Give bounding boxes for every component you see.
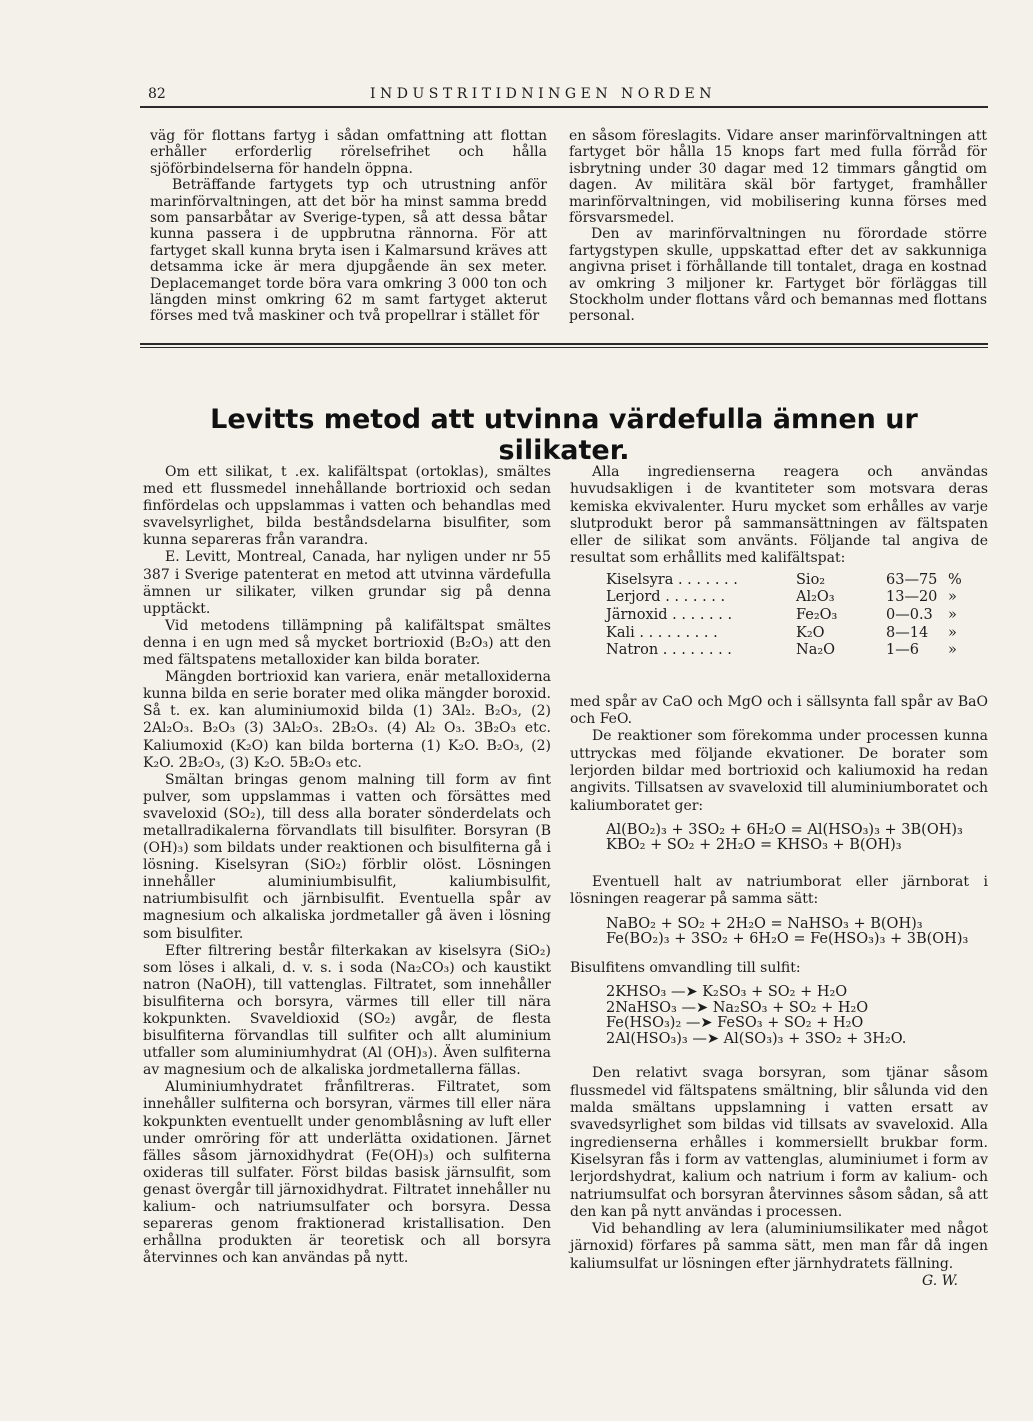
component-range: 63—75 (886, 571, 938, 588)
article-paragraph: Smältan bringas genom malning till form av fint pulver, som uppslammas i vatten och försättes med svaveloxid (SO₂), till dess alla borater sönderdelats och metallradikalerna förvandlats till bisulfiter. Borsyran (B (OH)₃) som bildats under reaktionen och bisulfiterna gå i lösning. Kiselsyran (SiO₂) förblir olöst. Lösningen innehåller aluminiumbisulfit, kaliumbisulfit, natriumbisulfit och järnbisulfit. Eventuella spår av magnesium och alkaliska jordmetaller gå även i lösning som bisulfiter. (143, 771, 551, 942)
equation-block (606, 917, 988, 948)
equation: 2NaHSO₃ —➤ Na₂SO₃ + SO₂ + H₂O (606, 999, 869, 1016)
top-left-column (150, 128, 547, 325)
top-left-paragraph: Beträffande fartygets typ och utrustning anför marinförvaltningen, att det bör ha minst samma bredd som pansarbåtar av Sverige-typen, så att dessa båtar kunna passera i de uppbrutna rännorna. För att fartyget skall kunna bryta isen i Kalmarsund kräves att detsamma icke är mera djupgående än sex meter. Deplacemanget torde böra vara omkring 3 000 ton och längden minst omkring 62 m samt fartyget akterut förses med två maskiner och två propellrar i stället för (150, 177, 547, 325)
running-header: INDUSTRITIDNINGEN NORDEN (370, 86, 716, 102)
yield-table (606, 572, 962, 660)
component-name: Lerjord . . . . . . . (606, 589, 726, 606)
article-title: Levitts metod att utvinna värdefulla ämnen ur silikater. (210, 404, 918, 466)
component-formula: Na₂O (796, 642, 836, 659)
equation: KBO₂ + SO₂ + 2H₂O = KHSO₃ + B(OH)₃ (606, 837, 902, 854)
component-range: 13—20 (886, 589, 938, 606)
equation-block (606, 823, 988, 854)
equation-block (606, 985, 988, 1047)
top-right-paragraph: en såsom föreslagits. Vidare anser marinförvaltningen att fartyget bör hålla 15 knops fart med fulla förråd för isbrytning under 30 dagar med 12 timmars gångtid om dagen. Av militära skäl bör fartyget, framhåller marinförvaltningen, vid mobilisering kunna förses med försvarsmedel. (569, 128, 987, 227)
component-unit: » (948, 624, 957, 641)
page-number: 82 (148, 86, 166, 102)
component-formula: Fe₂O₃ (796, 606, 838, 623)
component-name: Järnoxid . . . . . . . (606, 606, 733, 623)
table-row (606, 589, 962, 607)
author-signature: G. W. (922, 1273, 958, 1290)
article-right-column (570, 464, 988, 1290)
article-paragraph: Om ett silikat, t .ex. kalifältspat (ortoklas), smältes med ett flussmedel innehållande bortrioxid och sedan finfördelas och uppslammas i vatten och behandlas med svavelsyrlighet, bilda beståndsdelarna bisulfiter, som kunna separeras från varandra. (143, 464, 551, 549)
article-left-column (143, 464, 551, 1267)
table-row (606, 625, 962, 643)
equation-heading: Bisulfitens omvandling till sulfit: (570, 959, 801, 976)
component-unit: » (948, 589, 957, 606)
component-formula: K₂O (796, 624, 825, 641)
component-unit: » (948, 642, 957, 659)
article-paragraph: E. Levitt, Montreal, Canada, har nyligen under nr 55 387 i Sverige patenterat en metod att utvinna värdefulla ämnen ur silikater, vilken grundar sig på denna upptäckt. (143, 549, 551, 617)
component-range: 8—14 (886, 624, 929, 641)
section-divider (140, 343, 988, 348)
article-paragraph: Den relativt svaga borsyran, som tjänar såsom flussmedel vid fältspatens smältning, blir sålunda vid den malda smältans uppslamning i vatten ersatt av svavedsyrlighet som bildas vid tillsats av svaveloxid. Alla ingredienserna erhålles i kommersiellt brukbar form. Kiselsyran fås i form av vattenglas, aluminiumet i form av lerjordshydrat, kalium och natrium i form av kalium- och natriumsulfat och borsyran återvinnes såsom sådan, så att den kan på nytt användas i processen. (570, 1065, 988, 1220)
equation: Al(BO₂)₃ + 3SO₂ + 6H₂O = Al(HSO₃)₃ + 3B(OH)₃ (606, 821, 963, 838)
table-row (606, 607, 962, 625)
article-paragraph: Mängden bortrioxid kan variera, enär metalloxiderna kunna bilda en serie borater med olika mängder boroxid. Så t. ex. kan aluminiumoxid bilda (1) 3Al₂. B₂O₃, (2) 2Al₂O₃. B₂O₃ (3) 3Al₂O₃. 2B₂O₃. (4) Al₂ O₃. 3B₂O₃ etc. Kaliumoxid (K₂O) kan bilda borterna (1) K₂O. B₂O₃, (2) K₂O. 2B₂O₃, (3) K₂O. 5B₂O₃ etc. (143, 669, 551, 771)
article-paragraph: Aluminiumhydratet frånfiltreras. Filtratet, som innehåller sulfiterna och borsyran, värmes till eller nära kokpunkten eventuellt under genomblåsning av luft eller under omröring för att underlätta oxidationen. Järnet fälles såsom järnoxidhydrat (Fe(OH)₃) och sulfiterna oxideras till sulfater. Först bildas basisk järnsulfit, som genast övergår till järnoxidhydrat. Filtratet innehåller nu kalium- och natriumsulfater och borsyra. Dessa separeras genom fraktionerad kristallisation. Den erhållna produkten är teoretisk och all borsyra återvinnes och kan användas på nytt. (143, 1079, 551, 1267)
article-paragraph: De reaktioner som förekomma under processen kunna uttryckas med följande ekvationer. De borater som lerjorden bildar med bortrioxid och kaliumoxid ha redan angivits. Tillsatsen av svaveloxid till aluminiumboratet och kaliumboratet ger: (570, 728, 988, 814)
equation: Fe(BO₂)₃ + 3SO₂ + 6H₂O = Fe(HSO₃)₃ + 3B(OH)₃ (606, 931, 969, 948)
component-name: Natron . . . . . . . . (606, 642, 732, 659)
component-range: 0—0.3 (886, 606, 933, 623)
top-right-column (569, 128, 987, 325)
equation: 2Al(HSO₃)₃ —➤ Al(SO₃)₃ + 3SO₂ + 3H₂O. (606, 1030, 907, 1047)
component-unit: » (948, 606, 957, 623)
component-name: Kali . . . . . . . . . (606, 624, 718, 641)
table-row (606, 572, 962, 590)
equation: Fe(HSO₃)₂ —➤ FeSO₃ + SO₂ + H₂O (606, 1015, 864, 1032)
table-row (606, 642, 962, 660)
header-rule (140, 106, 988, 108)
top-right-paragraph: Den av marinförvaltningen nu förordade större fartygstypen skulle, uppskattad efter det av sakkunniga angivna priset i förhållande till tontalet, draga en kostnad av omkring 3 miljoner kr. Fartyget bör förläggas till Stockholm under flottans vård och bemannas med flottans personal. (569, 226, 987, 325)
article-paragraph: Efter filtrering består filterkakan av kiselsyra (SiO₂) som löses i alkali, d. v. s. i soda (Na₂CO₃) och kaustikt natron (NaOH), till vattenglas. Filtratet, som innehåller bisulfiterna och borsyra, värmes till eller till nära kokpunkten. Svaveldioxid (SO₂) avgår, de flesta bisulfiterna förvandlas till sulfiter och allt aluminium utfaller som aluminiumhydrat (Al (OH)₃). Även sulfiterna av magnesium och de alkaliska jordmetallerna fällas. (143, 942, 551, 1079)
equation: NaBO₂ + SO₂ + 2H₂O = NaHSO₃ + B(OH)₃ (606, 915, 923, 932)
component-formula: Al₂O₃ (796, 589, 835, 606)
article-paragraph: Eventuell halt av natriumborat eller järnborat i lösningen reagerar på samma sätt: (570, 874, 988, 908)
component-range: 1—6 (886, 642, 919, 659)
article-paragraph: Vid behandling av lera (aluminiumsilikater med något järnoxid) förfares på samma sätt, men man får då ingen kaliumsulfat ur lösningen efter järnhydratets fällning. (570, 1221, 988, 1272)
component-formula: Sio₂ (796, 571, 826, 588)
article-paragraph: med spår av CaO och MgO och i sällsynta fall spår av BaO och FeO. (570, 693, 988, 728)
article-paragraph: Vid metodens tillämpning på kalifältspat smältes denna i en ugn med så mycket bortrioxid (B₂O₃) att den med fältspatens metalloxider kan bilda borater. (143, 617, 551, 669)
article-paragraph: Alla ingredienserna reagera och användas huvudsakligen i de kvantiteter som motsvara deras kemiska ekvivalenter. Huru mycket som erhålles av varje slutprodukt beror på sammansättningen av fältspaten eller de silikat som använts. Följande tal angiva de resultat som erhållits med kalifältspat: (570, 464, 988, 567)
component-unit: % (948, 571, 962, 588)
top-left-paragraph: väg för flottans fartyg i sådan omfattning att flottan erhåller erforderlig rörelsefrihet och hålla sjöförbindelserna för handeln öppna. (150, 128, 547, 177)
equation: 2KHSO₃ —➤ K₂SO₃ + SO₂ + H₂O (606, 984, 848, 1001)
component-name: Kiselsyra . . . . . . . (606, 571, 738, 588)
